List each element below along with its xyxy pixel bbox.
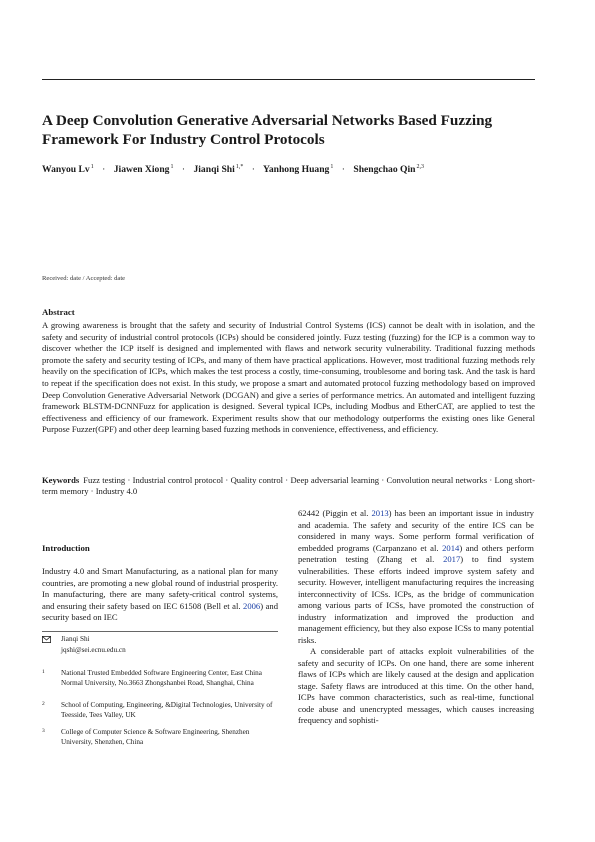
- top-rule: [42, 79, 535, 80]
- author-separator: ·: [102, 164, 106, 175]
- correspondence-email[interactable]: jqshi@sei.ecnu.edu.cn: [61, 646, 126, 654]
- introduction-heading: Introduction: [42, 543, 90, 553]
- citation-link[interactable]: 2006: [243, 600, 261, 611]
- author-affiliation: 1: [330, 164, 334, 170]
- footnote-text: School of Computing, Engineering, &Digital Technologies, University of Teesside, Tees Valley, UK: [61, 701, 273, 719]
- paper-title: A Deep Convolution Generative Adversarial Networks Based Fuzzing Framework For Industry Control Protocols: [42, 112, 493, 148]
- body-text: ) and others perform penetration testing (Zhang et al.: [298, 542, 534, 564]
- author-name: Jianqi Shi: [193, 164, 235, 175]
- author-affiliation: 1: [170, 164, 174, 170]
- footnote-text: National Trusted Embedded Software Engineering Center, East China Normal University, No.3663 Zhongshanbei Road, Shanghai, China: [61, 669, 262, 687]
- footnote-number: 3: [42, 728, 45, 734]
- citation-link[interactable]: 2017: [443, 554, 461, 564]
- footnote-rule: [42, 631, 278, 632]
- author-affiliation: 1: [90, 164, 94, 170]
- body-text: ) has been an important issue in industry and academia. The safety and security of the entire ICS can be considered in many ways. Some perform formal verification of embedded programs (Carpanzano et al.: [298, 508, 534, 553]
- introduction-left-paragraph: [42, 566, 278, 624]
- citation-link[interactable]: 2014: [442, 542, 460, 553]
- author-name: Wanyou Lv: [42, 164, 90, 175]
- author-affiliation: 1,*: [235, 164, 244, 170]
- correspondence-name: Jianqi Shi: [61, 635, 90, 643]
- author-list: [42, 164, 542, 175]
- abstract-heading: Abstract: [42, 307, 75, 317]
- introduction-right-column: [298, 508, 534, 727]
- received-date: Received: date / Accepted: date: [42, 275, 126, 282]
- author-separator: ·: [341, 164, 345, 175]
- author-name: Shengchao Qin: [353, 164, 416, 175]
- author-name: Jiawen Xiong: [113, 164, 170, 175]
- footnote-text: College of Computer Science & Software Engineering, Shenzhen University, Shenzhen, China: [61, 728, 250, 746]
- author-affiliation: 2,3: [416, 164, 424, 170]
- keywords: [42, 475, 535, 498]
- body-text: ) and security based on IEC: [42, 600, 278, 622]
- author-separator: ·: [251, 164, 255, 175]
- introduction-paragraph: [298, 508, 534, 646]
- abstract-text: A growing awareness is brought that the safety and security of Industrial Control Systems (ICS) cannot be dealt with in isolation, and the safety and security of industrial control protocols (ICPs) should be considered jointly. Fuzz testing (fuzzing) for the ICP is a common way to discover whether the ICP itself is designed and implemented with flaws and network security vulnerability. Traditional fuzzing methods promote the safety and security testing of ICPs, and many of them have practical applications. However, most traditional fuzzing methods rely heavily on the specification of ICPs, which makes the test process a costly, time-consuming, troublesome and boring task. And the task is hard to repeat if the specification does not exist. In this study, we propose a smart and automated protocol fuzzing methodology based on improved Deep Convolution Generative Adversarial Network (DCGAN) and give a series of performance metrics. An automated and intelligent fuzzing framework BLSTM-DCNNFuzz for application is designed. Several typical ICPs, including Modbus and EtherCAT, are applied to test the effectiveness and efficiency of our framework. Experiment results show that our methodology outperforms the existing ones like General Purpose Fuzzer(GPF) and other deep learning based fuzzing methods in convenience, effectiveness, and efficiency.: [42, 320, 535, 435]
- keywords-label: Keywords: [42, 475, 80, 485]
- citation-link[interactable]: 2013: [371, 508, 389, 518]
- footnote-number: 1: [42, 669, 45, 675]
- body-text: 62442 (Piggin et al.: [298, 508, 372, 518]
- body-text: ) to find system vulnerabilities. These efforts indeed improve system safety and security. However, intelligent manufacturing requires the increasing interconnectivity of ICSs. ICPs, as the bridge of communication among various parts of ICSs, have promoted the construction of industry informatization and improved the production and management efficiency, but they also expose ICSs to many potential risks.: [298, 554, 534, 645]
- author-name: Yanhong Huang: [262, 164, 330, 175]
- keywords-text: Fuzz testing · Industrial control protocol · Quality control · Deep adversarial learning · Convolution neural networks · Long short-term memory · Industry 4.0: [42, 475, 535, 497]
- envelope-icon: [42, 636, 51, 643]
- body-text: Industry 4.0 and Smart Manufacturing, as a national plan for many countries, are promoting a new global round of industrial prosperity. In manufacturing, there are many safety-critical control systems, and ensuring their safety based on IEC 61508 (Bell et al.: [42, 566, 278, 611]
- author-separator: ·: [181, 164, 186, 175]
- introduction-paragraph: A considerable part of attacks exploit vulnerabilities of the safety and security of ICPs. On one hand, there are some inherent flaws of ICPs which are likely caused at the design and application stage. Safety flaws are introduced at this time. On the other hand, ICPs have common characteristics, such as real-time, functional code abuse and unencrypted messages, which causes increasing frequency and sophisti-: [298, 646, 534, 725]
- footnote-number: 2: [42, 701, 45, 707]
